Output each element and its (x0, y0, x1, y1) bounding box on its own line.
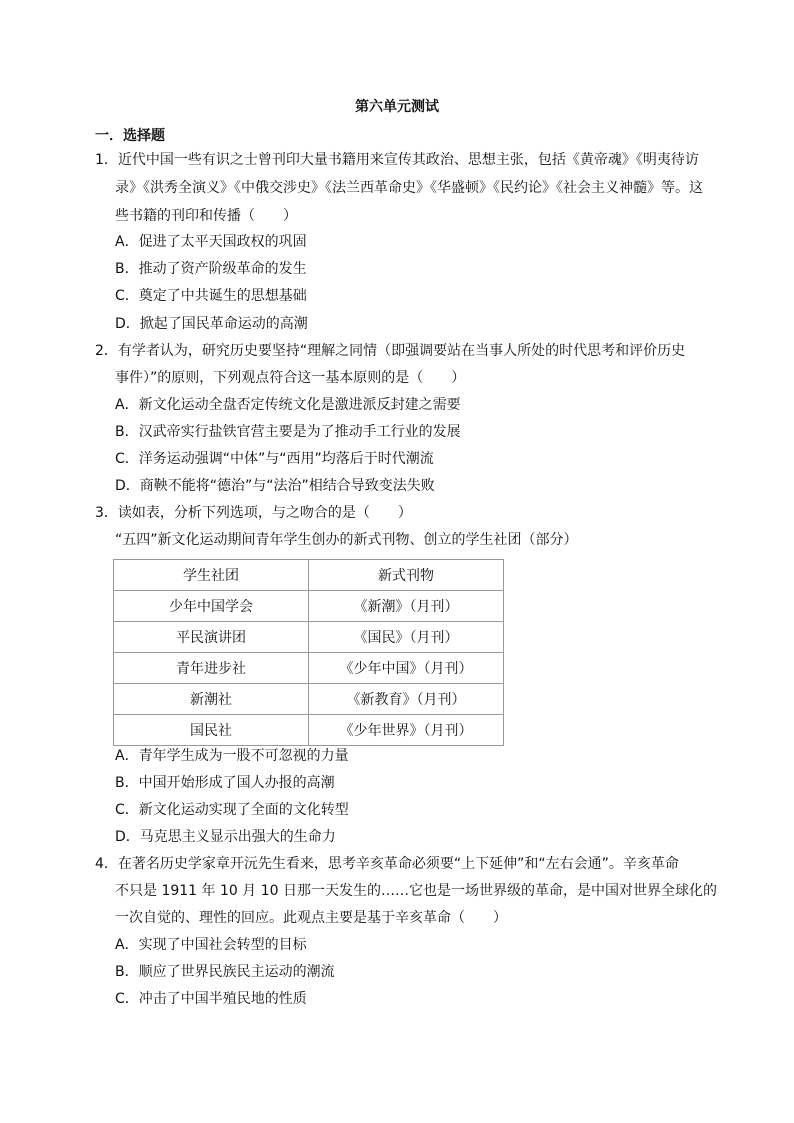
question-2-line-1: 2．有学者认为，研究历史要坚持“理解之同情（即强调要站在当事人所处的时代思考和评价历史 (95, 343, 686, 359)
table-cell: 《新潮》（月刊） (309, 591, 504, 622)
question-2-option-c: C．洋务运动强调“中体”与“西用”均落后于时代潮流 (115, 451, 434, 467)
question-3-line-1: 3．读如表，分析下列选项，与之吻合的是（ ） (95, 505, 412, 521)
table-header-cell: 学生社团 (114, 560, 309, 591)
question-1-option-c: C．奠定了中共诞生的思想基础 (115, 288, 307, 304)
question-3-option-c: C．新文化运动实现了全面的文化转型 (115, 802, 349, 818)
table-cell: 新潮社 (114, 684, 309, 715)
table-row (114, 653, 504, 684)
table-cell: 《国民》（月刊） (309, 622, 504, 653)
question-2-line-2: 事件）”的原则，下列观点符合这一基本原则的是（ ） (115, 370, 466, 386)
question-1-option-d: D．掀起了国民革命运动的高潮 (115, 316, 308, 332)
question-1-line-1: 1．近代中国一些有识之士曾刊印大量书籍用来宣传其政治、思想主张，包括《黄帝魂》《明夷待访 (95, 152, 699, 168)
table-cell: 《新教育》（月刊） (309, 684, 504, 715)
table-row (114, 622, 504, 653)
question-4-line-2: 不只是 1911 年 10 月 10 日那一天发生的……它也是一场世界级的革命，是中国对世界全球化的 (115, 883, 717, 899)
table-header-cell: 新式刊物 (309, 560, 504, 591)
section-heading: 一．选择题 (95, 128, 165, 144)
question-4-line-1: 4．在著名历史学家章开沅先生看来，思考辛亥革命必须要“上下延伸”和“左右会通”。辛亥革命 (95, 856, 679, 872)
table-row (114, 591, 504, 622)
question-4-option-c: C．冲击了中国半殖民地的性质 (115, 991, 307, 1007)
question-4-option-a: A．实现了中国社会转型的目标 (115, 937, 307, 953)
table-cell: 少年中国学会 (114, 591, 309, 622)
table-cell: 平民演讲团 (114, 622, 309, 653)
question-1-option-b: B．推动了资产阶级革命的发生 (115, 261, 307, 277)
question-4-option-b: B．顺应了世界民族民主运动的潮流 (115, 964, 335, 980)
table-cell: 《少年世界》（月刊） (309, 715, 504, 746)
question-4-line-3: 一次自觉的、理性的回应。此观点主要是基于辛亥革命（ ） (115, 910, 507, 926)
question-3-option-a: A．青年学生成为一股不可忽视的力量 (115, 748, 349, 764)
table-cell: 国民社 (114, 715, 309, 746)
question-1-option-a: A．促进了太平天国政权的巩固 (115, 234, 307, 250)
question-1-line-3: 些书籍的刊印和传播（ ） (115, 208, 297, 224)
table-header-row (114, 560, 504, 591)
question-2-option-a: A．新文化运动全盘否定传统文化是激进派反封建之需要 (115, 397, 461, 413)
question-2-option-d: D．商鞅不能将“德治”与“法治”相结合导致变法失败 (115, 478, 435, 494)
table-row (114, 684, 504, 715)
clubs-journals-table (113, 559, 504, 746)
page-title: 第六单元测试 (355, 99, 439, 115)
table-cell: 青年进步社 (114, 653, 309, 684)
table-caption: “五四”新文化运动期间青年学生创办的新式刊物、创立的学生社团（部分） (115, 532, 578, 548)
table-row (114, 715, 504, 746)
question-2-option-b: B．汉武帝实行盐铁官营主要是为了推动手工行业的发展 (115, 424, 461, 440)
table-cell: 《少年中国》（月刊） (309, 653, 504, 684)
question-1-line-2: 录》《洪秀全演义》《中俄交涉史》《法兰西革命史》《华盛顿》《民约论》《社会主义神髓》等。这 (115, 180, 703, 196)
question-3-option-d: D．马克思主义显示出强大的生命力 (115, 829, 336, 845)
question-3-option-b: B．中国开始形成了国人办报的高潮 (115, 775, 335, 791)
